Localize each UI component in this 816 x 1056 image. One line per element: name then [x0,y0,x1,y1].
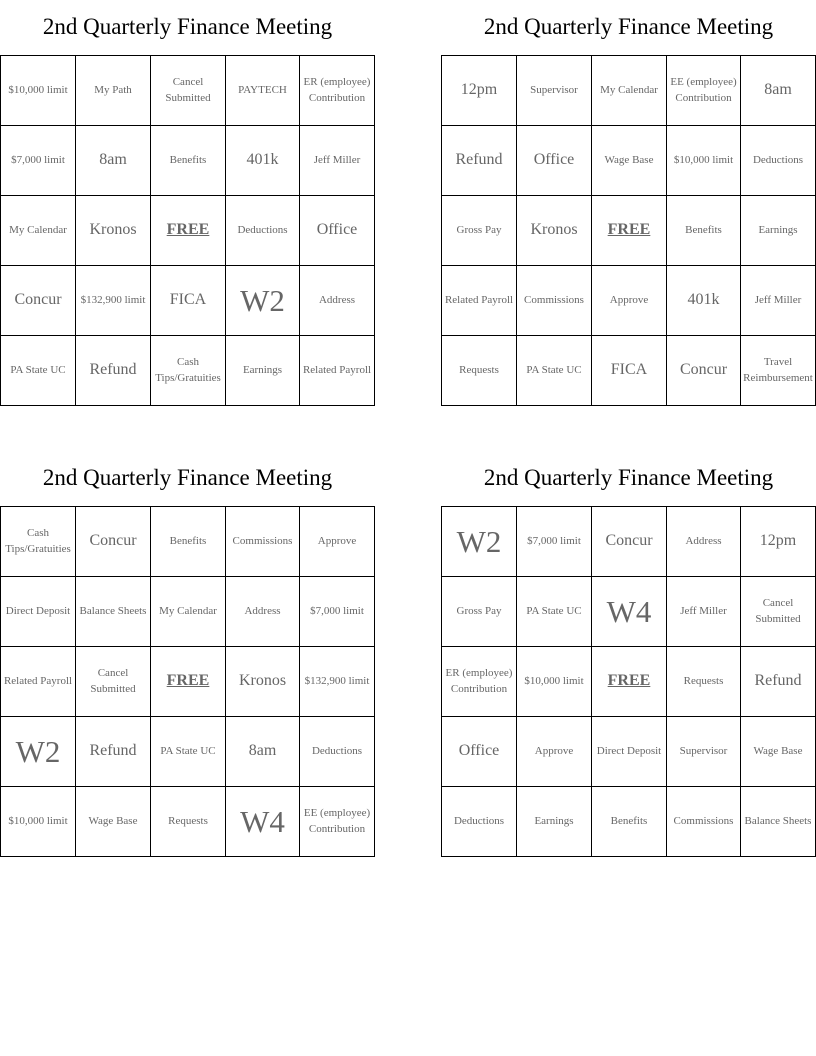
card-title: 2nd Quarterly Finance Meeting [42,465,333,490]
bingo-cell: W2 [1,717,76,787]
bingo-cell: Direct Deposit [592,717,667,787]
bingo-cell: ER (employee) Contribution [300,56,375,126]
bingo-cell: EE (employee) Contribution [300,787,375,857]
bingo-cell: Refund [76,717,151,787]
bingo-cell: Cancel Submitted [76,647,151,717]
bingo-cell: $10,000 limit [517,647,592,717]
bingo-cell: Deductions [300,717,375,787]
bingo-cell: Related Payroll [300,336,375,406]
bingo-cell: Wage Base [592,126,667,196]
bingo-cell: EE (employee) Contribution [667,56,741,126]
bingo-cell: Office [300,196,375,266]
bingo-grid [0,506,375,857]
bingo-cell: Earnings [226,336,300,406]
bingo-cell: Deductions [442,787,517,857]
bingo-cell: Requests [151,787,226,857]
free-space-cell: FREE [592,196,667,266]
card-title: 2nd Quarterly Finance Meeting [483,14,774,39]
bingo-cell: W4 [592,577,667,647]
card-title: 2nd Quarterly Finance Meeting [483,465,774,490]
bingo-cell: My Path [76,56,151,126]
bingo-cell: Benefits [151,126,226,196]
bingo-cell: $7,000 limit [517,507,592,577]
bingo-cell: Direct Deposit [1,577,76,647]
bingo-cell: FICA [151,266,226,336]
bingo-cell: Refund [442,126,517,196]
bingo-cell: Jeff Miller [300,126,375,196]
bingo-cell: ER (employee) Contribution [442,647,517,717]
bingo-cell: Concur [667,336,741,406]
bingo-cell: Gross Pay [442,577,517,647]
bingo-cell: Benefits [151,507,226,577]
bingo-cell: My Calendar [151,577,226,647]
bingo-cell: Deductions [741,126,816,196]
bingo-cell: Approve [517,717,592,787]
bingo-cell: W2 [442,507,517,577]
bingo-cell: PA State UC [517,336,592,406]
bingo-cell: Refund [76,336,151,406]
bingo-cell: $10,000 limit [1,56,76,126]
bingo-cell: Earnings [741,196,816,266]
bingo-cell: PA State UC [1,336,76,406]
bingo-cell: Gross Pay [442,196,517,266]
bingo-cell: $10,000 limit [1,787,76,857]
bingo-cell: 8am [76,126,151,196]
bingo-card-3 [0,451,375,857]
bingo-grid [0,55,375,406]
bingo-cell: Commissions [667,787,741,857]
free-space-cell: FREE [592,647,667,717]
bingo-cell: $10,000 limit [667,126,741,196]
bingo-cell: Kronos [76,196,151,266]
bingo-cell: 8am [741,56,816,126]
bingo-cell: Requests [667,647,741,717]
bingo-cell: Balance Sheets [76,577,151,647]
bingo-cell: Office [517,126,592,196]
bingo-cell: $7,000 limit [1,126,76,196]
free-space-cell: FREE [151,647,226,717]
bingo-cell: Requests [442,336,517,406]
bingo-cell: PA State UC [151,717,226,787]
bingo-grid [441,506,816,857]
free-space-cell: FREE [151,196,226,266]
bingo-cell: W4 [226,787,300,857]
bingo-cell: 12pm [741,507,816,577]
bingo-cell: Related Payroll [1,647,76,717]
bingo-cell: FICA [592,336,667,406]
bingo-cell: Commissions [517,266,592,336]
bingo-cell: My Calendar [1,196,76,266]
bingo-cell: $132,900 limit [300,647,375,717]
bingo-cell: W2 [226,266,300,336]
bingo-cell: $132,900 limit [76,266,151,336]
bingo-cell: Jeff Miller [667,577,741,647]
bingo-cell: Supervisor [667,717,741,787]
bingo-cell: 12pm [442,56,517,126]
bingo-cell: Deductions [226,196,300,266]
bingo-cell: Wage Base [76,787,151,857]
bingo-cell: Cash Tips/Gratuities [151,336,226,406]
bingo-cell: Jeff Miller [741,266,816,336]
bingo-cell: Commissions [226,507,300,577]
bingo-cell: Supervisor [517,56,592,126]
bingo-cell: Benefits [667,196,741,266]
bingo-cell: Cancel Submitted [741,577,816,647]
bingo-cell: $7,000 limit [300,577,375,647]
bingo-cell: 8am [226,717,300,787]
bingo-cell: Refund [741,647,816,717]
bingo-cell: Office [442,717,517,787]
bingo-cell: Approve [592,266,667,336]
bingo-cell: Related Payroll [442,266,517,336]
bingo-cell: 401k [226,126,300,196]
bingo-cell: Address [667,507,741,577]
bingo-card-2 [441,0,816,406]
bingo-cell: Kronos [226,647,300,717]
bingo-card-4 [441,451,816,857]
bingo-cell: PA State UC [517,577,592,647]
bingo-cell: Concur [592,507,667,577]
bingo-cell: Concur [1,266,76,336]
bingo-cell: Travel Reimbursement [741,336,816,406]
bingo-cell: Concur [76,507,151,577]
bingo-cell: Balance Sheets [741,787,816,857]
bingo-cell: My Calendar [592,56,667,126]
bingo-cell: 401k [667,266,741,336]
bingo-cell: Approve [300,507,375,577]
bingo-cell: Kronos [517,196,592,266]
bingo-cell: Address [226,577,300,647]
bingo-grid [441,55,816,406]
bingo-cell: Address [300,266,375,336]
card-title: 2nd Quarterly Finance Meeting [42,14,333,39]
bingo-cell: Earnings [517,787,592,857]
bingo-cell: Cancel Submitted [151,56,226,126]
bingo-cell: Cash Tips/Gratuities [1,507,76,577]
bingo-cell: PAYTECH [226,56,300,126]
bingo-card-1 [0,0,375,406]
bingo-cell: Wage Base [741,717,816,787]
bingo-cell: Benefits [592,787,667,857]
